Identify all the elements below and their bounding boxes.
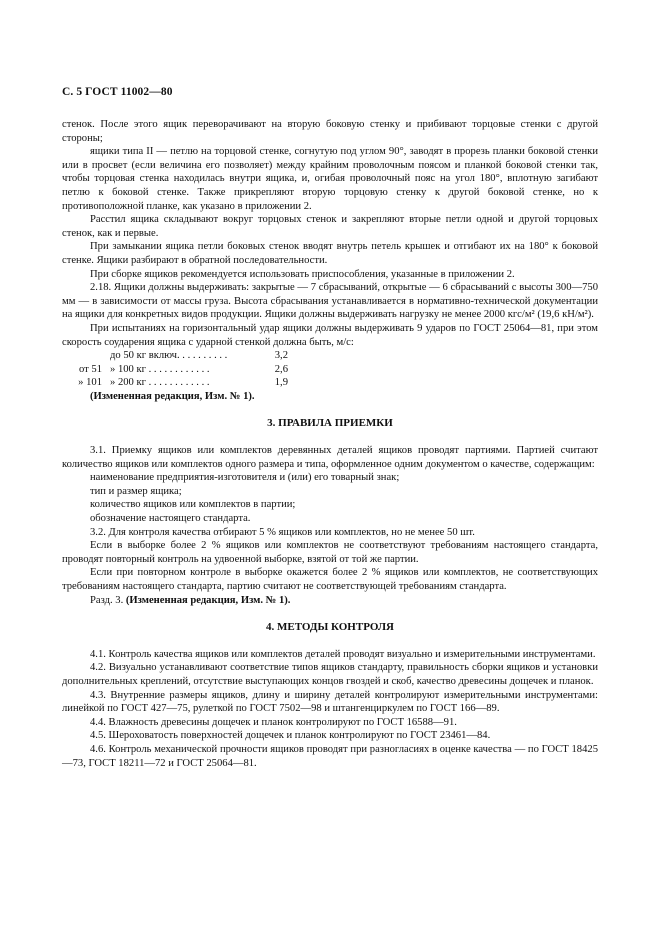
paragraph: Если при повторном контроле в выборке окажется более 2 % ящиков или комплектов, не соответствующих требованиям настоящего стандарта, партию считают не соответствующей требованиям стандарта. <box>62 567 598 592</box>
list-item: тип и размер ящика; <box>90 485 182 497</box>
speed-table <box>62 349 598 390</box>
table-row <box>62 363 598 377</box>
paragraph-4-5: 4.5. Шероховатость поверхностей дощечек и планок контролируют по ГОСТ 23461—84. <box>90 730 491 742</box>
table-row <box>62 376 598 390</box>
paragraph: При сборке ящиков рекомендуется использовать приспособления, указанные в приложении 2. <box>90 268 515 280</box>
table-row <box>62 349 598 363</box>
mass-range: » 100 кг . . . . . . . . . . . . <box>110 363 210 375</box>
speed-value: 2,6 <box>274 363 288 375</box>
paragraph: При испытаниях на горизонтальный удар ящики должны выдерживать 9 ударов по ГОСТ 25064—81, при этом скорость соударения ящика с ударной стенкой должна быть, м/с: <box>62 322 598 348</box>
paragraph: При замыкании ящика петли боковых стенок вводят внутрь петель крышек и отгибают их на 180° к боковой стенке. Ящики разбирают в обратной последовательности. <box>62 241 598 266</box>
paragraph-2-18: 2.18. Ящики должны выдерживать: закрытые — 7 сбрасываний, открытые — 6 сбрасываний с высоты 300—750 мм — в зависимости от массы груза. Высота сбрасывания устанавливается в нормативно-технической документации на ящики для конкретных видов продукции. Ящики должны выдерживать нагрузку не менее 2000 кгс/м² (19,6 кН/м²). <box>62 282 598 321</box>
paragraph-4-6: 4.6. Контроль механической прочности ящиков проводят при разногласиях в оценке качества — по ГОСТ 18425—73, ГОСТ 18211—72 и ГОСТ 25064—81. <box>62 743 598 769</box>
list-item: наименование предприятия-изготовителя и (или) его товарный знак; <box>90 472 400 484</box>
list-item: обозначение настоящего стандарта. <box>90 513 251 525</box>
paragraph-4-2: 4.2. Визуально устанавливают соответствие типов ящиков стандарту, правильность сборки ящиков и установки дополнительных креплений, отсутствие выступающих концов гвоздей и скоб, качество древесины дощечек и планок. <box>62 662 598 687</box>
paragraph-3-1: 3.1. Приемку ящиков или комплектов деревянных деталей ящиков проводят партиями. Партией считают количество ящиков или комплектов одного размера и типа, оформленное одним документом о качестве, содержащим: <box>62 445 598 470</box>
document-body <box>62 118 598 770</box>
paragraph-4-1: 4.1. Контроль качества ящиков или комплектов деталей проводят визуально и измерительными инструментами. <box>90 648 596 660</box>
section-4-title: 4. МЕТОДЫ КОНТРОЛЯ <box>266 621 394 634</box>
paragraph: Расстил ящика складывают вокруг торцовых стенок и закрепляют вторые петли одной и другой торцовых стенок, как и первые. <box>62 214 598 239</box>
paragraph: стенок. После этого ящик переворачивают на вторую боковую стенку и прибивают торцовые стенки с другой стороны; <box>62 119 598 144</box>
note-prefix: Разд. 3. <box>90 594 124 606</box>
page-header: С. 5 ГОСТ 11002—80 <box>62 86 173 98</box>
speed-value: 1,9 <box>274 377 288 389</box>
paragraph-3-2: 3.2. Для контроля качества отбирают 5 % ящиков или комплектов, но не менее 50 шт. <box>90 526 475 538</box>
mass-range: » 200 кг . . . . . . . . . . . . <box>110 377 210 389</box>
list-item: количество ящиков или комплектов в партии; <box>90 499 296 511</box>
speed-value: 3,2 <box>274 350 288 362</box>
mass-from <box>62 349 102 363</box>
section-note <box>62 594 598 608</box>
edition-note: (Измененная редакция, Изм. № 1). <box>90 390 255 402</box>
note-bold: (Измененная редакция, Изм. № 1). <box>125 594 291 606</box>
paragraph: Если в выборке более 2 % ящиков или комплектов не соответствуют требованиям настоящего стандарта, проводят повторный контроль на удвоенной выборке, взятой от той же партии. <box>62 540 598 565</box>
mass-from: от 51 <box>78 363 102 375</box>
paragraph-4-3: 4.3. Внутренние размеры ящиков, длину и ширину деталей контролируют измерительными инструментами: линейкой по ГОСТ 427—75, рулеткой по ГОСТ 7502—98 и штангенциркулем по ГОСТ 166—89. <box>62 689 598 715</box>
section-3-title: 3. ПРАВИЛА ПРИЕМКИ <box>267 417 393 430</box>
paragraph-4-4: 4.4. Влажность древесины дощечек и планок контролируют по ГОСТ 16588—91. <box>90 716 457 728</box>
paragraph: ящики типа II — петлю на торцовой стенке, согнутую под углом 90°, заводят в прорезь планки боковой стенки или в просвет (если величина его позволяет) между крайним проволочным поясом и планкой боковой стенки так, чтобы торцовая стенка находилась внутри ящика, и, огибая проволочный пояс на угол 180°, вплотную загибают петлю к боковой стенке. Также прикрепляют вторую торцовую стенку к другой боковой стенке, но к противоположной планке, как указано в приложении 2. <box>62 146 598 212</box>
mass-range: до 50 кг включ. . . . . . . . . . <box>110 350 228 362</box>
mass-from: » 101 <box>78 377 102 389</box>
